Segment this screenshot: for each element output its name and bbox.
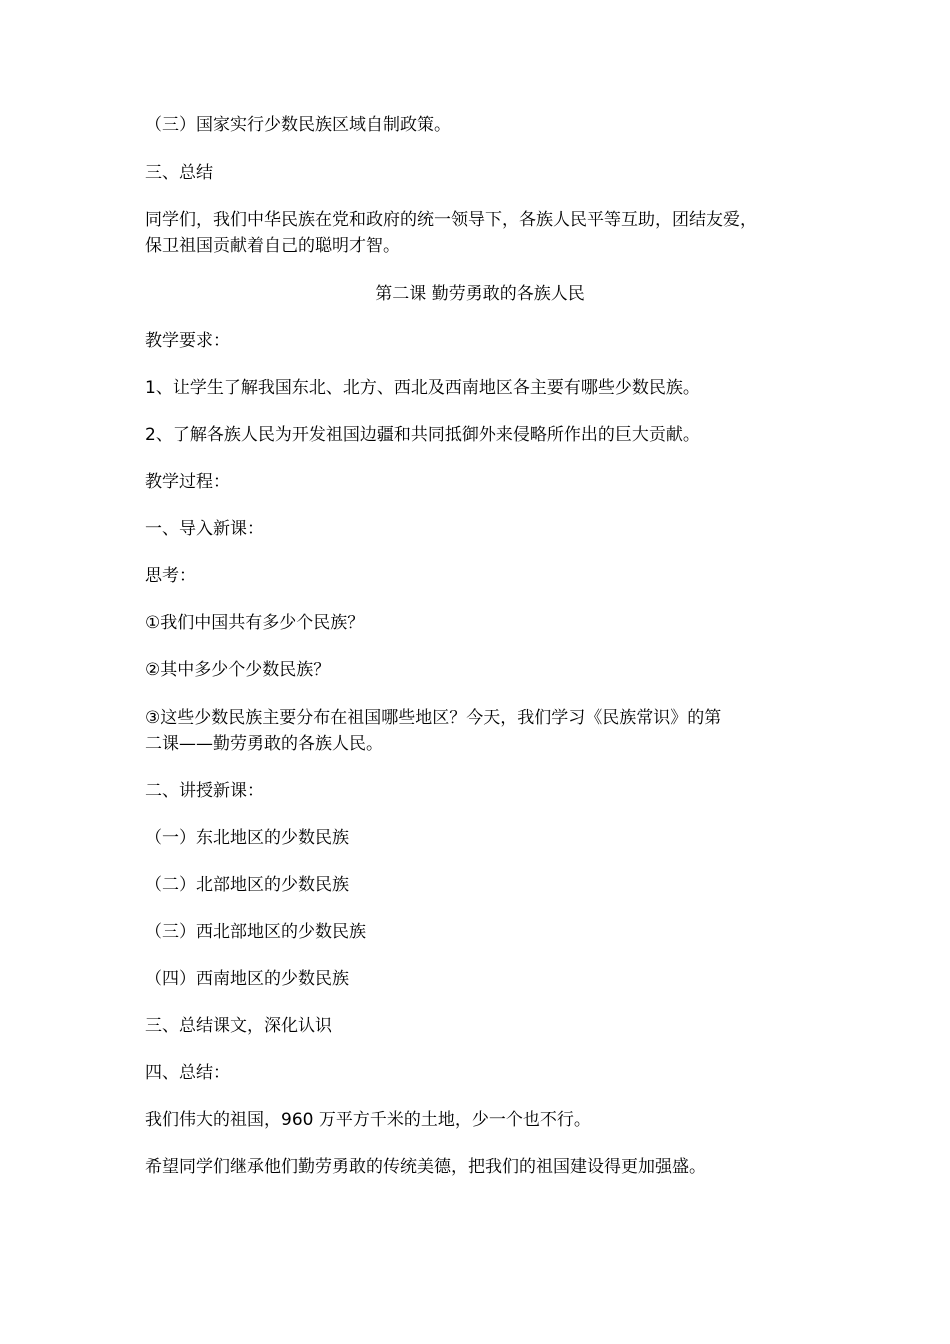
think-label: 思考：	[145, 566, 196, 586]
summary-heading: 三、总结	[145, 163, 213, 183]
intro-heading: 一、导入新课：	[145, 519, 264, 539]
question-3-line-1: ③这些少数民族主要分布在祖国哪些地区？今天，我们学习《民族常识》的第	[145, 708, 722, 728]
teaching-requirements-heading: 教学要求：	[145, 331, 230, 351]
teaching-process-heading: 教学过程：	[145, 472, 230, 492]
policy-line: （三）国家实行少数民族区域自制政策。	[145, 115, 451, 135]
section-north: （二）北部地区的少数民族	[145, 875, 349, 895]
requirement-item-2: 2、了解各族人民为开发祖国边疆和共同抵御外来侵略所作出的巨大贡献。	[145, 425, 700, 445]
summary-paragraph-line-1: 同学们，我们中华民族在党和政府的统一领导下，各族人民平等互助，团结友爱，	[145, 210, 757, 230]
question-3-line-2: 二课——勤劳勇敢的各族人民。	[145, 734, 383, 754]
section-southwest: （四）西南地区的少数民族	[145, 969, 349, 989]
conclusion-line-2: 希望同学们继承他们勤劳勇敢的传统美德，把我们的祖国建设得更加强盛。	[145, 1157, 706, 1177]
question-2: ②其中多少个少数民族？	[145, 660, 331, 680]
lesson-title: 第二课 勤劳勇敢的各族人民	[375, 284, 585, 304]
new-lesson-heading: 二、讲授新课：	[145, 781, 264, 801]
conclusion-heading: 四、总结：	[145, 1063, 230, 1083]
conclusion-line-1: 我们伟大的祖国，960 万平方千米的土地，少一个也不行。	[145, 1110, 591, 1130]
question-1: ①我们中国共有多少个民族？	[145, 613, 365, 633]
summary-paragraph-line-2: 保卫祖国贡献着自己的聪明才智。	[145, 236, 400, 256]
section-northeast: （一）东北地区的少数民族	[145, 828, 349, 848]
section-northwest: （三）西北部地区的少数民族	[145, 922, 366, 942]
requirement-item-1: 1、让学生了解我国东北、北方、西北及西南地区各主要有哪些少数民族。	[145, 378, 700, 398]
review-heading: 三、总结课文，深化认识	[145, 1016, 332, 1036]
